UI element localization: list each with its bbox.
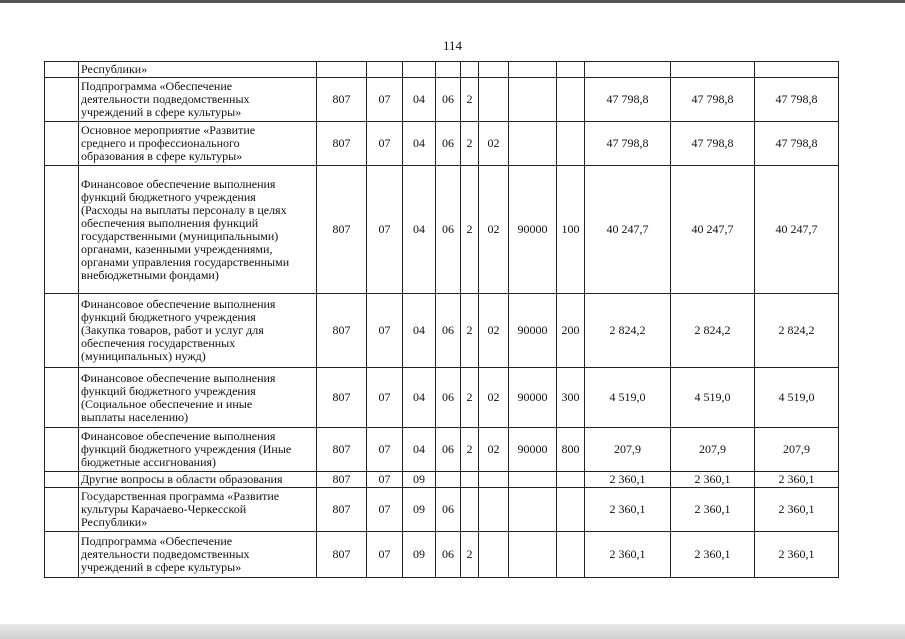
- item-name-cell: [79, 368, 317, 428]
- subsection-code-cell: 09: [403, 488, 436, 532]
- item-name-line: Другие вопросы в области образования: [81, 472, 283, 486]
- scan-top-edge: [0, 0, 905, 3]
- item-name-line: обеспечения выполнения функций: [81, 215, 259, 230]
- item-name-line: Подпрограмма «Обеспечение: [81, 534, 233, 548]
- expense-type-cell: [557, 532, 585, 578]
- program-code-cell: 06: [436, 368, 461, 428]
- expense-type-cell: 800: [557, 428, 585, 472]
- amount-cell-3: 2 360,1: [755, 472, 839, 488]
- program-code-cell: 06: [436, 122, 461, 166]
- item-name-cell: [79, 122, 317, 166]
- ministry-code-cell: 807: [317, 78, 367, 122]
- item-name-line: Финансовое обеспечение выполнения: [81, 370, 276, 385]
- section-code-cell: 07: [367, 368, 403, 428]
- item-name-line: обеспечения государственных: [81, 336, 236, 350]
- amount-cell-1: 4 519,0: [585, 368, 671, 428]
- amount-cell-3: [755, 62, 839, 78]
- subsection-code-cell: 04: [403, 428, 436, 472]
- item-name-cell: [79, 532, 317, 578]
- measure-code-cell: 02: [479, 122, 509, 166]
- item-name-line: (Расходы на выплаты персоналу в целях: [81, 202, 287, 217]
- table-row: [45, 166, 839, 294]
- table-row: [45, 368, 839, 428]
- subsection-code-cell: 04: [403, 166, 436, 294]
- expense-type-cell: [557, 62, 585, 78]
- item-name-cell: [79, 294, 317, 368]
- row-number-cell: [45, 472, 79, 488]
- amount-cell-1: 47 798,8: [585, 78, 671, 122]
- subsection-code-cell: 04: [403, 368, 436, 428]
- row-number-cell: [45, 294, 79, 368]
- item-name-line: Основное мероприятие «Развитие: [81, 123, 256, 137]
- amount-cell-2: [671, 62, 755, 78]
- row-number-cell: [45, 368, 79, 428]
- amount-cell-3: 2 360,1: [755, 532, 839, 578]
- expense-type-cell: [557, 78, 585, 122]
- ministry-code-cell: 807: [317, 532, 367, 578]
- section-code-cell: 07: [367, 294, 403, 368]
- ministry-code-cell: 807: [317, 428, 367, 472]
- direction-code-cell: [509, 122, 557, 166]
- ministry-code-cell: 807: [317, 294, 367, 368]
- subprogram-code-cell: 2: [461, 368, 479, 428]
- section-code-cell: 07: [367, 122, 403, 166]
- expense-type-cell: [557, 472, 585, 488]
- subsection-code-cell: [403, 62, 436, 78]
- amount-cell-2: 40 247,7: [671, 166, 755, 294]
- item-name-line: внебюджетными фондами): [81, 267, 219, 282]
- item-name-line: Республики»: [81, 515, 148, 529]
- section-code-cell: 07: [367, 488, 403, 532]
- row-number-cell: [45, 532, 79, 578]
- subprogram-code-cell: 2: [461, 78, 479, 122]
- expense-type-cell: 300: [557, 368, 585, 428]
- measure-code-cell: 02: [479, 166, 509, 294]
- program-code-cell: 06: [436, 532, 461, 578]
- subsection-code-cell: 09: [403, 472, 436, 488]
- amount-cell-3: 2 824,2: [755, 294, 839, 368]
- item-name-line: (Социальное обеспечение и иные: [81, 396, 253, 411]
- amount-cell-1: 2 360,1: [585, 472, 671, 488]
- row-number-cell: [45, 488, 79, 532]
- section-code-cell: 07: [367, 428, 403, 472]
- section-code-cell: 07: [367, 166, 403, 294]
- measure-code-cell: [479, 78, 509, 122]
- program-code-cell: 06: [436, 294, 461, 368]
- table-row: [45, 294, 839, 368]
- item-name-line: деятельности подведомственных: [81, 547, 250, 561]
- table-row: [45, 78, 839, 122]
- item-name-line: государственными (муниципальными): [81, 228, 279, 243]
- amount-cell-2: 47 798,8: [671, 122, 755, 166]
- row-number-cell: [45, 78, 79, 122]
- item-name-line: учреждений в сфере культуры»: [81, 105, 242, 119]
- item-name-line: культуры Карачаево-Черкесской: [81, 502, 247, 516]
- subprogram-code-cell: [461, 62, 479, 78]
- table-row: [45, 62, 839, 78]
- table-row: [45, 488, 839, 532]
- expense-type-cell: 200: [557, 294, 585, 368]
- subsection-code-cell: 04: [403, 78, 436, 122]
- amount-cell-2: 2 824,2: [671, 294, 755, 368]
- item-name-line: органами, казенными учреждениями,: [81, 241, 273, 256]
- item-name-line: бюджетные ассигнования): [81, 455, 217, 469]
- item-name-line: функций бюджетного учреждения: [81, 310, 256, 324]
- item-name-cell: [79, 62, 317, 78]
- item-name-line: Финансовое обеспечение выполнения: [81, 297, 276, 311]
- item-name-cell: [79, 488, 317, 532]
- budget-table: [44, 61, 839, 578]
- subprogram-code-cell: [461, 472, 479, 488]
- item-name-line: деятельности подведомственных: [81, 92, 250, 106]
- item-name-cell: [79, 472, 317, 488]
- amount-cell-1: [585, 62, 671, 78]
- direction-code-cell: 90000: [509, 294, 557, 368]
- item-name-line: образования в сфере культуры»: [81, 149, 243, 163]
- table-row: [45, 428, 839, 472]
- page-number: 114: [442, 38, 463, 53]
- measure-code-cell: 02: [479, 368, 509, 428]
- subprogram-code-cell: 2: [461, 428, 479, 472]
- program-code-cell: 06: [436, 488, 461, 532]
- direction-code-cell: [509, 78, 557, 122]
- row-number-cell: [45, 428, 79, 472]
- item-name-line: учреждений в сфере культуры»: [81, 560, 242, 574]
- amount-cell-1: 47 798,8: [585, 122, 671, 166]
- program-code-cell: [436, 62, 461, 78]
- subprogram-code-cell: 2: [461, 166, 479, 294]
- amount-cell-1: 207,9: [585, 428, 671, 472]
- expense-type-cell: [557, 122, 585, 166]
- measure-code-cell: [479, 62, 509, 78]
- subprogram-code-cell: 2: [461, 294, 479, 368]
- section-code-cell: 07: [367, 472, 403, 488]
- item-name-line: (Закупка товаров, работ и услуг для: [81, 323, 264, 337]
- amount-cell-2: 2 360,1: [671, 532, 755, 578]
- ministry-code-cell: 807: [317, 472, 367, 488]
- item-name-line: Подпрограмма «Обеспечение: [81, 79, 233, 93]
- item-name-line: функций бюджетного учреждения (Иные: [81, 442, 292, 456]
- item-name-line: Финансовое обеспечение выполнения: [81, 176, 276, 191]
- amount-cell-2: 47 798,8: [671, 78, 755, 122]
- amount-cell-1: 2 360,1: [585, 488, 671, 532]
- expense-type-cell: [557, 488, 585, 532]
- amount-cell-1: 2 824,2: [585, 294, 671, 368]
- item-name-line: Республики»: [81, 62, 148, 76]
- amount-cell-1: 2 360,1: [585, 532, 671, 578]
- amount-cell-3: 207,9: [755, 428, 839, 472]
- measure-code-cell: [479, 488, 509, 532]
- subsection-code-cell: 04: [403, 294, 436, 368]
- row-number-cell: [45, 122, 79, 166]
- item-name-cell: [79, 78, 317, 122]
- subsection-code-cell: 09: [403, 532, 436, 578]
- section-code-cell: 07: [367, 78, 403, 122]
- amount-cell-2: 2 360,1: [671, 472, 755, 488]
- amount-cell-1: 40 247,7: [585, 166, 671, 294]
- section-code-cell: 07: [367, 532, 403, 578]
- item-name-line: среднего и профессионального: [81, 136, 240, 150]
- amount-cell-3: 2 360,1: [755, 488, 839, 532]
- measure-code-cell: [479, 532, 509, 578]
- item-name-line: функций бюджетного учреждения: [81, 383, 256, 398]
- program-code-cell: 06: [436, 166, 461, 294]
- direction-code-cell: [509, 62, 557, 78]
- direction-code-cell: [509, 488, 557, 532]
- ministry-code-cell: 807: [317, 122, 367, 166]
- amount-cell-2: 4 519,0: [671, 368, 755, 428]
- ministry-code-cell: [317, 62, 367, 78]
- expense-type-cell: 100: [557, 166, 585, 294]
- measure-code-cell: 02: [479, 428, 509, 472]
- row-number-cell: [45, 166, 79, 294]
- program-code-cell: [436, 472, 461, 488]
- ministry-code-cell: 807: [317, 368, 367, 428]
- section-code-cell: [367, 62, 403, 78]
- amount-cell-2: 207,9: [671, 428, 755, 472]
- amount-cell-3: 47 798,8: [755, 122, 839, 166]
- direction-code-cell: [509, 472, 557, 488]
- item-name-line: функций бюджетного учреждения: [81, 189, 256, 204]
- direction-code-cell: 90000: [509, 428, 557, 472]
- direction-code-cell: 90000: [509, 368, 557, 428]
- item-name-line: выплаты населению): [81, 409, 189, 424]
- item-name-line: органами управления государственными: [81, 254, 290, 269]
- program-code-cell: 06: [436, 78, 461, 122]
- amount-cell-3: 4 519,0: [755, 368, 839, 428]
- amount-cell-2: 2 360,1: [671, 488, 755, 532]
- direction-code-cell: 90000: [509, 166, 557, 294]
- row-number-cell: [45, 62, 79, 78]
- item-name-cell: [79, 166, 317, 294]
- item-name-line: (муниципальных) нужд): [81, 349, 206, 363]
- table-row: [45, 472, 839, 488]
- program-code-cell: 06: [436, 428, 461, 472]
- subprogram-code-cell: 2: [461, 122, 479, 166]
- table-row: [45, 122, 839, 166]
- direction-code-cell: [509, 532, 557, 578]
- item-name-cell: [79, 428, 317, 472]
- scan-bottom-edge: [0, 624, 905, 639]
- ministry-code-cell: 807: [317, 166, 367, 294]
- measure-code-cell: 02: [479, 294, 509, 368]
- amount-cell-3: 47 798,8: [755, 78, 839, 122]
- ministry-code-cell: 807: [317, 488, 367, 532]
- subsection-code-cell: 04: [403, 122, 436, 166]
- subprogram-code-cell: 2: [461, 532, 479, 578]
- table-row: [45, 532, 839, 578]
- item-name-line: Финансовое обеспечение выполнения: [81, 429, 276, 443]
- subprogram-code-cell: [461, 488, 479, 532]
- amount-cell-3: 40 247,7: [755, 166, 839, 294]
- measure-code-cell: [479, 472, 509, 488]
- item-name-line: Государственная программа «Развитие: [81, 489, 280, 503]
